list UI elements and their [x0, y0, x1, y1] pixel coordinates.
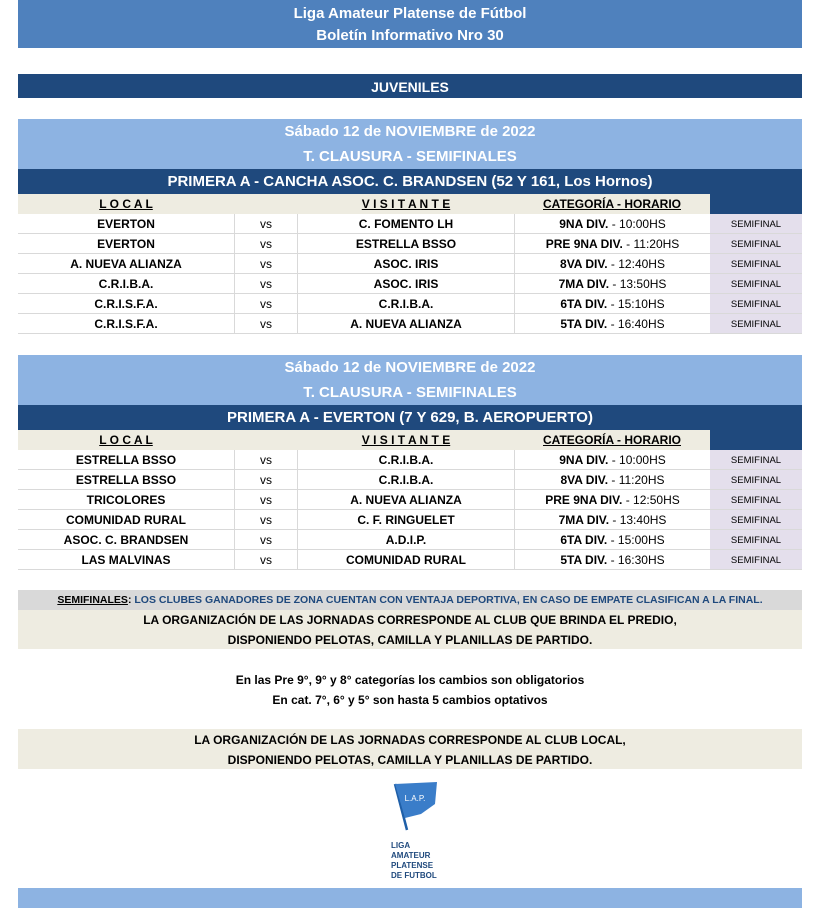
- match-row: [18, 294, 802, 314]
- category-time: [514, 530, 710, 550]
- local-team: EVERTON: [18, 214, 234, 234]
- logo-line: LIGA: [391, 841, 411, 850]
- time: - 12:40HS: [607, 257, 665, 271]
- match-row: [18, 510, 802, 530]
- category: PRE 9NA DIV.: [545, 237, 623, 251]
- vs-label: vs: [234, 490, 298, 510]
- fixture-block-1: [18, 119, 802, 334]
- semifinal-note-label: SEMIFINALES: [57, 594, 128, 606]
- time: - 15:00HS: [607, 533, 665, 547]
- match-list: [18, 214, 802, 334]
- bulletin-page: [18, 0, 802, 880]
- block-venue: PRIMERA A - EVERTON (7 Y 629, B. AEROPUERTO): [18, 405, 802, 430]
- col-local: L O C A L: [99, 197, 153, 211]
- local-team: TRICOLORES: [18, 490, 234, 510]
- category: 6TA DIV.: [560, 533, 608, 547]
- category-time: [514, 274, 710, 294]
- visiting-team: C.R.I.B.A.: [298, 470, 514, 490]
- local-team: C.R.I.S.F.A.: [18, 314, 234, 334]
- logo-flag-text: L.A.P.: [404, 794, 426, 803]
- visiting-team: ASOC. IRIS: [298, 254, 514, 274]
- match-row: [18, 530, 802, 550]
- local-team: LAS MALVINAS: [18, 550, 234, 570]
- category-time: [514, 450, 710, 470]
- stage-badge: SEMIFINAL: [710, 530, 802, 550]
- vs-label: vs: [234, 234, 298, 254]
- section-juveniles: JUVENILES: [18, 74, 802, 98]
- note-line: DISPONIENDO PELOTAS, CAMILLA Y PLANILLAS DE PARTIDO.: [227, 633, 593, 647]
- match-row: [18, 550, 802, 570]
- block-date: Sábado 12 de NOVIEMBRE de 2022: [18, 119, 802, 144]
- vs-label: vs: [234, 254, 298, 274]
- logo-line: DE FUTBOL: [391, 871, 437, 880]
- category: 7MA DIV.: [558, 513, 610, 527]
- local-team: C.R.I.B.A.: [18, 274, 234, 294]
- match-row: [18, 254, 802, 274]
- footer-bar: [18, 888, 802, 908]
- visiting-team: A.D.I.P.: [298, 530, 514, 550]
- match-row: [18, 274, 802, 294]
- fixture-block-2: [18, 355, 802, 570]
- category-time: [514, 550, 710, 570]
- category: PRE 9NA DIV.: [545, 493, 623, 507]
- time: - 15:10HS: [607, 297, 665, 311]
- substitutions-note: [18, 670, 802, 710]
- time: - 13:50HS: [609, 277, 667, 291]
- col-categoria: CATEGORÍA - HORARIO: [543, 433, 681, 447]
- league-logo: [391, 778, 451, 888]
- visiting-team: A. NUEVA ALIANZA: [298, 490, 514, 510]
- category: 7MA DIV.: [558, 277, 610, 291]
- category-time: [514, 254, 710, 274]
- semifinal-note-sep: :: [127, 594, 135, 606]
- block-date: Sábado 12 de NOVIEMBRE de 2022: [18, 355, 802, 380]
- vs-label: vs: [234, 510, 298, 530]
- match-row: [18, 450, 802, 470]
- league-name: Liga Amateur Platense de Fútbol: [293, 5, 527, 22]
- visiting-team: C. FOMENTO LH: [298, 214, 514, 234]
- col-visitante: V I S I T A N T E: [361, 197, 451, 211]
- note-line: En las Pre 9°, 9° y 8° categorías los cambios son obligatorios: [235, 673, 585, 687]
- bulletin-number: Boletín Informativo Nro 30: [316, 27, 504, 44]
- category: 9NA DIV.: [559, 217, 609, 231]
- col-instancia-blank: [710, 194, 802, 214]
- logo-line: AMATEUR: [391, 851, 431, 860]
- time: - 13:40HS: [609, 513, 667, 527]
- vs-label: vs: [234, 274, 298, 294]
- semifinal-note: [18, 590, 802, 610]
- time: - 11:20HS: [608, 473, 665, 487]
- time: - 11:20HS: [622, 237, 680, 251]
- local-team: EVERTON: [18, 234, 234, 254]
- col-local: L O C A L: [99, 433, 153, 447]
- category: 5TA DIV.: [560, 553, 608, 567]
- stage-badge: SEMIFINAL: [710, 214, 802, 234]
- time: - 16:30HS: [607, 553, 665, 567]
- category: 8VA DIV.: [560, 257, 608, 271]
- column-header-row: [18, 430, 802, 450]
- time: - 10:00HS: [608, 217, 666, 231]
- time: - 12:50HS: [622, 493, 680, 507]
- match-list: [18, 450, 802, 570]
- match-row: [18, 234, 802, 254]
- organization-predio-note: [18, 610, 802, 649]
- local-team: C.R.I.S.F.A.: [18, 294, 234, 314]
- local-team: ASOC. C. BRANDSEN: [18, 530, 234, 550]
- stage-badge: SEMIFINAL: [710, 274, 802, 294]
- category-time: [514, 234, 710, 254]
- local-team: ESTRELLA BSSO: [18, 470, 234, 490]
- category: 9NA DIV.: [559, 453, 609, 467]
- vs-label: vs: [234, 470, 298, 490]
- stage-badge: SEMIFINAL: [710, 470, 802, 490]
- visiting-team: ESTRELLA BSSO: [298, 234, 514, 254]
- semifinal-note-text: LOS CLUBES GANADORES DE ZONA CUENTAN CON VENTAJA DEPORTIVA, EN CASO DE EMPATE CLASIFICAN A LA FINAL.: [134, 594, 763, 606]
- category: 5TA DIV.: [560, 317, 608, 331]
- local-team: ESTRELLA BSSO: [18, 450, 234, 470]
- vs-label: vs: [234, 314, 298, 334]
- time: - 10:00HS: [608, 453, 666, 467]
- col-vs-blank: [234, 194, 298, 214]
- note-line: DISPONIENDO PELOTAS, CAMILLA Y PLANILLAS DE PARTIDO.: [227, 753, 593, 767]
- visiting-team: C. F. RINGUELET: [298, 510, 514, 530]
- vs-label: vs: [234, 294, 298, 314]
- visiting-team: A. NUEVA ALIANZA: [298, 314, 514, 334]
- match-row: [18, 470, 802, 490]
- col-categoria: CATEGORÍA - HORARIO: [543, 197, 681, 211]
- note-line: LA ORGANIZACIÓN DE LAS JORNADAS CORRESPONDE AL CLUB LOCAL,: [194, 733, 626, 747]
- local-team: A. NUEVA ALIANZA: [18, 254, 234, 274]
- block-stage: T. CLAUSURA - SEMIFINALES: [18, 144, 802, 169]
- category-time: [514, 294, 710, 314]
- category-time: [514, 490, 710, 510]
- stage-badge: SEMIFINAL: [710, 490, 802, 510]
- visiting-team: C.R.I.B.A.: [298, 450, 514, 470]
- category-time: [514, 470, 710, 490]
- block-venue: PRIMERA A - CANCHA ASOC. C. BRANDSEN (52 Y 161, Los Hornos): [18, 169, 802, 194]
- bulletin-title: [18, 0, 802, 48]
- stage-badge: SEMIFINAL: [710, 450, 802, 470]
- stage-badge: SEMIFINAL: [710, 254, 802, 274]
- local-team: COMUNIDAD RURAL: [18, 510, 234, 530]
- visiting-team: COMUNIDAD RURAL: [298, 550, 514, 570]
- stage-badge: SEMIFINAL: [710, 550, 802, 570]
- stage-badge: SEMIFINAL: [710, 234, 802, 254]
- category: 6TA DIV.: [560, 297, 608, 311]
- time: - 16:40HS: [607, 317, 665, 331]
- logo-line: PLATENSE: [391, 861, 434, 870]
- visiting-team: C.R.I.B.A.: [298, 294, 514, 314]
- organization-local-note: [18, 729, 802, 769]
- category: 8VA DIV.: [560, 473, 609, 487]
- col-vs-blank: [234, 430, 298, 450]
- block-stage: T. CLAUSURA - SEMIFINALES: [18, 380, 802, 405]
- match-row: [18, 490, 802, 510]
- note-line: En cat. 7°, 6° y 5° son hasta 5 cambios optativos: [272, 693, 548, 707]
- vs-label: vs: [234, 450, 298, 470]
- stage-badge: SEMIFINAL: [710, 294, 802, 314]
- category-time: [514, 214, 710, 234]
- match-row: [18, 214, 802, 234]
- match-row: [18, 314, 802, 334]
- visiting-team: ASOC. IRIS: [298, 274, 514, 294]
- col-instancia-blank: [710, 430, 802, 450]
- vs-label: vs: [234, 214, 298, 234]
- note-line: LA ORGANIZACIÓN DE LAS JORNADAS CORRESPONDE AL CLUB QUE BRINDA EL PREDIO,: [143, 613, 677, 627]
- category-time: [514, 314, 710, 334]
- category-time: [514, 510, 710, 530]
- col-visitante: V I S I T A N T E: [361, 433, 451, 447]
- stage-badge: SEMIFINAL: [710, 314, 802, 334]
- stage-badge: SEMIFINAL: [710, 510, 802, 530]
- vs-label: vs: [234, 550, 298, 570]
- vs-label: vs: [234, 530, 298, 550]
- column-header-row: [18, 194, 802, 214]
